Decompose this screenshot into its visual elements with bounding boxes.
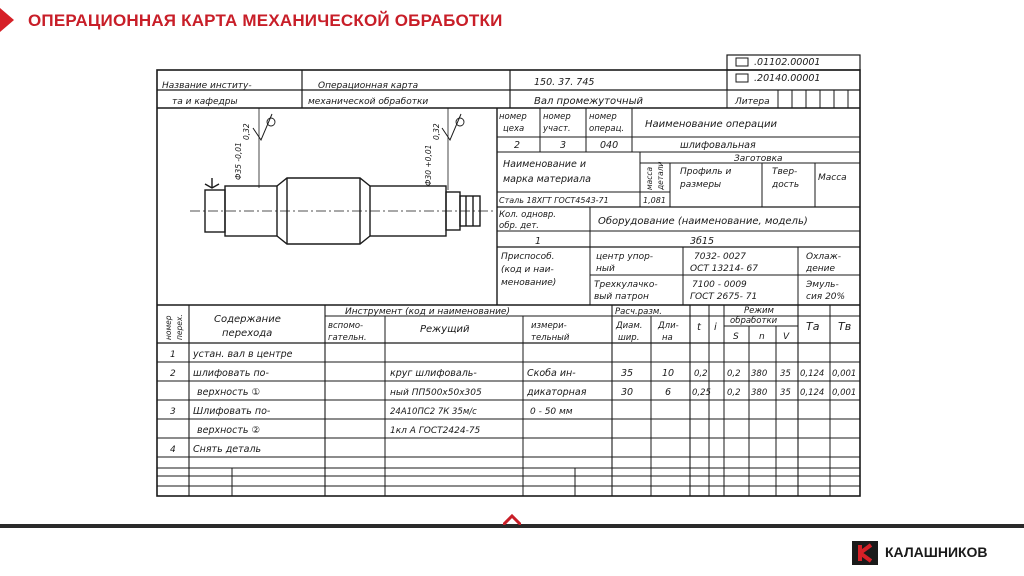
mass-label-2: детали — [656, 161, 665, 190]
mass-label-1: масса — [645, 166, 654, 190]
h-op-2: операц. — [589, 124, 625, 134]
litera: Литера — [735, 97, 770, 107]
dim-diameter-35: Ф35 -0,01 — [234, 142, 243, 180]
dim-roughness-1: 0,32 — [242, 123, 251, 140]
t-content-2: перехода — [222, 328, 273, 339]
row-3-diam: 30 — [621, 387, 634, 398]
institute-label-1: Название институ- — [162, 81, 252, 91]
t-s: S — [733, 332, 739, 342]
row-2-n: 380 — [751, 369, 768, 379]
coolant-1: Охлаж- — [806, 252, 842, 262]
row-5-cutting: 1кл А ГОСТ2424-75 — [390, 426, 481, 436]
uch-value: 3 — [560, 140, 567, 151]
kol-1: Кол. одновр. — [499, 210, 557, 220]
fixture-label-2: (код и наи- — [501, 265, 554, 275]
t-tool: Инструмент (код и наименование) — [345, 307, 510, 317]
t-len-2: на — [662, 333, 673, 343]
row-1-num: 1 — [170, 350, 176, 360]
t-num-2: перех. — [175, 314, 184, 340]
t-meas-1: измери- — [531, 321, 567, 331]
coolant-2: дение — [806, 264, 836, 274]
row-3-ta: 0,124 — [800, 388, 825, 398]
fixture-2-b: вый патрон — [594, 292, 649, 302]
hardness-2: дость — [772, 180, 800, 190]
t-aux-1: вспомо- — [328, 321, 364, 331]
fixture-1-b: ный — [596, 264, 615, 274]
profile-2: размеры — [680, 180, 722, 190]
row-4-meas: 0 - 50 мм — [530, 407, 573, 417]
mass-value: 1,081 — [643, 196, 666, 205]
t-passes: i — [714, 322, 717, 333]
card-label-2: механической обработки — [308, 97, 429, 107]
t-depth: t — [697, 322, 701, 333]
row-3-n: 380 — [751, 388, 768, 398]
row-5-text: верхность ② — [197, 425, 261, 436]
fixture-label-3: менование) — [501, 278, 557, 288]
brand-name: КАЛАШНИКОВ — [885, 544, 988, 560]
t-ta: Tа — [806, 320, 820, 333]
row-1-text: устан. вал в центре — [193, 349, 293, 360]
code-1: .01102.00001 — [754, 57, 821, 68]
row-3-tv: 0,001 — [832, 388, 857, 398]
t-diam-1: Диам. — [616, 321, 643, 331]
row-2-diam: 35 — [621, 368, 634, 379]
row-4-text: Шлифовать по- — [193, 406, 271, 417]
card-label-1: Операционная карта — [318, 81, 419, 91]
t-mode-1: Режим — [744, 306, 774, 316]
equip-value: 3б15 — [690, 236, 714, 247]
material: Сталь 18ХГТ ГОСТ4543-71 — [499, 196, 609, 205]
h-ceh-1: номер — [499, 112, 527, 122]
row-2-s: 0,2 — [727, 369, 741, 379]
t-len-1: Дли- — [658, 321, 679, 331]
op-name-label: Наименование операции — [645, 119, 777, 130]
t-tv: Tв — [838, 320, 852, 333]
t-diam-2: шир. — [618, 333, 640, 343]
t-calc: Расч.разм. — [615, 307, 662, 317]
fixture-2-a: Трехкулачко- — [594, 280, 658, 290]
t-cutting: Режущий — [420, 324, 470, 335]
kol-2: обр. дет. — [499, 221, 540, 231]
t-meas-2: тельный — [531, 333, 570, 343]
row-2-tv: 0,001 — [832, 369, 857, 379]
fixture-label-1: Приспособ. — [501, 252, 555, 262]
t-mode-2: обработки — [730, 316, 778, 326]
zagotovka: Заготовка — [734, 154, 783, 164]
mass-header: Масса — [818, 173, 847, 183]
ceh-value: 2 — [514, 140, 521, 151]
equip-label: Оборудование (наименование, модель) — [598, 216, 808, 227]
profile-1: Профиль и — [680, 167, 732, 177]
op-name: шлифовальная — [680, 140, 756, 151]
row-3-text: верхность ① — [197, 387, 261, 398]
part-name: Вал промежуточный — [534, 96, 643, 107]
kalashnikov-logo-icon — [852, 541, 878, 565]
row-3-s: 0,2 — [727, 388, 741, 398]
h-ceh-2: цеха — [503, 124, 525, 134]
t-content-1: Содержание — [214, 314, 281, 325]
row-4-cutting: 24А10ПС2 7К 35м/с — [390, 407, 477, 417]
fixture-2-code-b: ГОСТ 2675- 71 — [690, 292, 758, 302]
fixture-1-code-a: 7032- 0027 — [694, 252, 746, 262]
fixture-1-a: центр упор- — [596, 252, 654, 262]
institute-label-2: та и кафедры — [172, 97, 238, 107]
t-aux-2: гательн. — [328, 333, 367, 343]
h-uch-1: номер — [543, 112, 571, 122]
mat-label-1: Наименование и — [503, 159, 587, 170]
row-3-meas: дикаторная — [527, 387, 587, 398]
mat-label-2: марка материала — [503, 174, 591, 185]
row-2-text: шлифовать по- — [193, 368, 269, 379]
row-6-num: 4 — [170, 445, 176, 455]
t-v: V — [783, 332, 790, 342]
row-3-cutting: ный ПП500х50х305 — [390, 388, 482, 398]
row-2-v: 35 — [780, 369, 791, 379]
chevron-up-icon — [503, 514, 521, 525]
row-3-v: 35 — [780, 388, 791, 398]
doc-number: 150. 37. 745 — [534, 77, 595, 88]
row-2-t: 0,2 — [694, 369, 708, 379]
op-value: 040 — [600, 140, 619, 151]
row-3-len: 6 — [665, 387, 672, 398]
code-2: .20140.00001 — [754, 73, 821, 84]
fixture-1-code-b: ОСТ 13214- 67 — [690, 264, 758, 274]
row-2-len: 10 — [662, 368, 675, 379]
page-title: ОПЕРАЦИОННАЯ КАРТА МЕХАНИЧЕСКОЙ ОБРАБОТКИ — [28, 11, 503, 30]
t-num-1: номер — [164, 315, 173, 340]
fixture-2-code-a: 7100 - 0009 — [692, 280, 747, 290]
h-uch-2: участ. — [543, 124, 571, 134]
dim-roughness-2: 0,32 — [432, 123, 441, 140]
h-op-1: номер — [589, 112, 617, 122]
row-2-cutting: круг шлифоваль- — [390, 368, 477, 379]
hardness-1: Твер- — [772, 167, 798, 177]
row-3-t: 0,25 — [692, 388, 711, 398]
kol-value: 1 — [535, 236, 542, 247]
coolant-4: сия 20% — [806, 292, 846, 302]
row-2-num: 2 — [170, 369, 176, 379]
row-2-ta: 0,124 — [800, 369, 825, 379]
row-4-num: 3 — [170, 407, 176, 417]
t-n: n — [759, 332, 765, 342]
row-2-meas: Скоба ин- — [527, 368, 576, 379]
coolant-3: Эмуль- — [806, 280, 839, 290]
row-6-text: Снять деталь — [193, 444, 262, 455]
dim-diameter-30: Ф30 +0,01 — [424, 144, 433, 186]
